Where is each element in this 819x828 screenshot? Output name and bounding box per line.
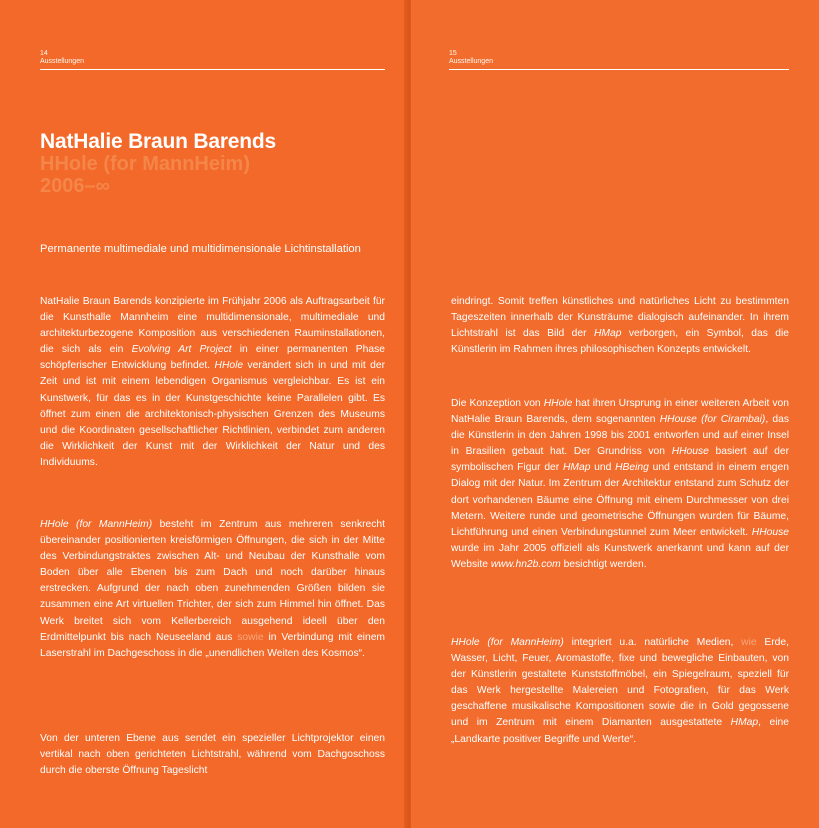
text-run: basiert auf der symbolischen Figur der: [451, 446, 789, 474]
paragraph: [40, 517, 385, 662]
text-run: integriert u.a. natürliche Medien,: [563, 637, 742, 648]
text-run: eindringt. Somit treffen künstliches und natürliches Licht zu bestimmten Tageszeiten innerhalb der Kunsträume dialogisch aufeinander. In ihrem Lichtstrahl ist das Bild der: [451, 296, 789, 340]
text-run-italic: HMap: [562, 462, 591, 474]
left-page-header: [40, 50, 385, 70]
page-number: 15: [449, 50, 457, 57]
text-run: wurde im Jahr 2005 offiziell als Kunstwerk anerkannt und kann auf der Website: [451, 542, 789, 570]
text-run: in Verbindung mit einem Laserstrahl im Dachgeschoss in die „unendlichen Weiten des Kosmos“.: [40, 631, 385, 659]
text-run: und entstand in einem engen Dialog mit der Natur. Im Zentrum der Architektur entstand zum Schutz der dort vorhandenen Bäume eine Öffnung mit einem Durchmesser von drei Metern. Weitere runde und geometrische Öffnungen wurden für Bäume, Lichtführung und einen Verbindungstunnel zum Meer entwickelt.: [451, 462, 789, 538]
text-run-italic: HBeing: [615, 462, 649, 474]
work-years: 2006–∞: [40, 175, 110, 197]
text-run: verborgen, ein Symbol, das die Künstlerin im Rahmen ihres philosophischen Konzepts entwickelt.: [451, 328, 789, 356]
text-run-italic: HMap: [730, 717, 759, 729]
website-link: www.hn2b.com: [490, 558, 561, 570]
text-run-italic: Evolving Art Project: [131, 344, 232, 356]
page-number: 14: [40, 50, 48, 57]
right-page-header: [449, 50, 789, 70]
text-run: , das die Künstlerin in den Jahren 1998 bis 2001 entworfen und auf einer Insel in Brasilien gebaut hat. Der Grundriss von: [451, 414, 790, 458]
text-run: , eine „Landkarte positiver Begriffe und Werte“.: [451, 717, 789, 745]
section-label: Ausstellungen: [40, 58, 84, 65]
text-run-italic: HHole: [214, 360, 244, 372]
subtitle: Permanente multimediale und multidimensionale Lichtinstallation: [40, 243, 361, 255]
section-label: Ausstellungen: [449, 58, 493, 65]
work-title: HHole (for MannHeim): [40, 153, 250, 175]
text-run: hat ihren Ursprung in einer weiteren Arbeit von NatHalie Braun Barends, dem sogenannten: [451, 398, 789, 426]
header-rule: [449, 69, 789, 70]
text-run: Erde, Wasser, Licht, Feuer, Aromastoffe, fixe und bewegliche Einbauten, von der Künstlerin gestaltete Kunststoffmöbel, ein Spiegelraum, speziell für das Werk hergestellte Malereien und Fotografien, für das Werk geschaffene musikalische Kompositionen sowie die in Gold gegossene und im Zentrum mit einem Diamanten ausgestattete: [451, 637, 789, 729]
text-run: Die Konzeption von: [451, 398, 544, 409]
text-run-italic: HHouse (for Cirambai): [659, 414, 766, 426]
text-run-italic: HHouse: [751, 526, 789, 538]
left-page: [0, 0, 407, 828]
text-run: in einer permanenten Phase schöpferischer Entwicklung befindet.: [40, 344, 385, 372]
right-page: [411, 0, 819, 828]
header-rule: [40, 69, 385, 70]
text-run: und: [590, 462, 616, 474]
paragraph: [40, 294, 385, 471]
paragraph: [451, 396, 789, 573]
paragraph: [451, 635, 789, 748]
paragraph: Von der unteren Ebene aus sendet ein spezieller Lichtprojektor einen vertikal nach oben gerichteten Lichtstrahl, während vom Dachgoschoss durch die oberste Öffnung Tageslicht: [40, 733, 385, 777]
text-run-italic: HHole (for MannHeim): [451, 637, 564, 648]
text-run-italic: HHole (for MannHeim): [40, 519, 153, 530]
text-run-faded: sowie: [237, 631, 264, 643]
artist-name: NatHalie Braun Barends: [40, 130, 277, 153]
text-run: verändert sich in und mit der Zeit und ist mit einem lebendigen Organismus vergleichbar. Es ist ein Kunstwerk, für das es in der Kunstgeschichte keine Parallelen gibt. Es öffnet zum einen die architektonisch-physischen Grenzen des Museums und die Koordinaten gesellschaftlicher Richtlinien, verbindet zum anderen die Wirklichkeit der Kunst mit der Wirklichkeit der Natur und des Individuums.: [40, 360, 385, 468]
text-run: besichtigt werden.: [560, 558, 647, 570]
text-run-italic: HMap: [593, 328, 622, 340]
text-run-italic: HHouse: [671, 446, 709, 458]
text-run: NatHalie Braun Barends konzipierte im Frühjahr 2006 als Auftragsarbeit für die Kunsthalle Mannheim eine multidimensionale, multimediale und architekturbezogene Komposition aus verschiedenen Rauminstallationen, die sich als ein: [40, 296, 385, 356]
text-run-faded: wie: [741, 637, 757, 648]
text-run: besteht im Zentrum aus mehreren senkrecht übereinander positionierten kreisförmigen Öffnungen, die sich in der Mitte des Verbindungstraktes zwischen Alt- und Neubau der Kunsthalle vom Boden über alle Ebenen bis zum Dach und noch darüber hinaus erstrecken. Aufgrund der nach oben zunehmenden Größen bilden sie zusammen eine Art virtuellen Trichter, der sich zum Himmel hin öffnet. Das Werk breitet sich vom Kellerbereich ausgehend ideell über den Erdmittelpunkt bis nach Neuseeland aus: [40, 519, 385, 643]
title-block: [40, 130, 385, 197]
text-run-italic: HHole: [543, 398, 573, 409]
paragraph: [451, 294, 789, 358]
